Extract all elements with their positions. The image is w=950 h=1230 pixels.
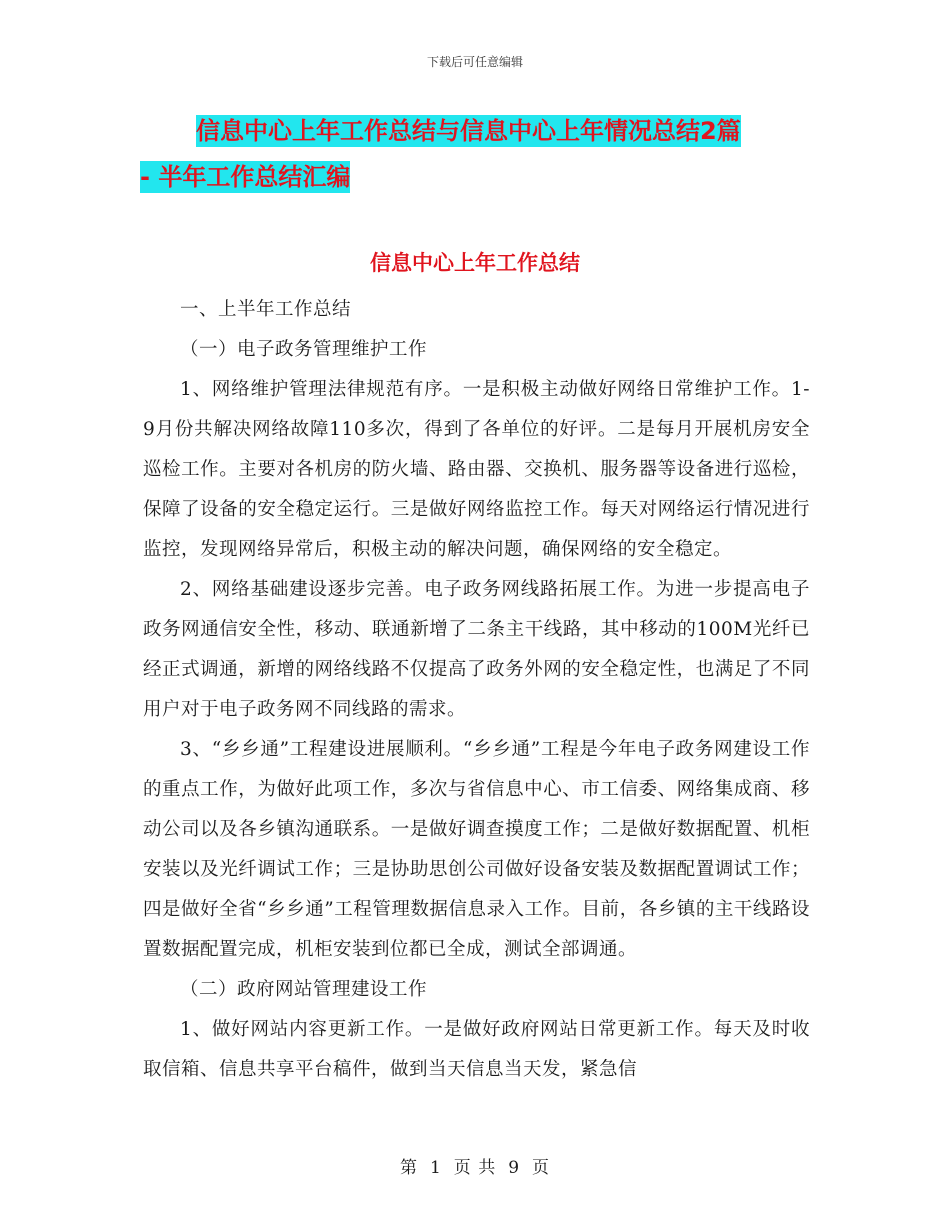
page-footer [0, 1153, 950, 1178]
paragraph-website-updates: 1、做好网站内容更新工作。一是做好政府网站日常更新工作。每天及时收取信箱、信息共享平台稿件，做到当天信息当天发，紧急信 [143, 1019, 810, 1080]
heading-first-half-summary: 一、上半年工作总结 [180, 299, 352, 320]
subheading-e-government: （一）电子政务管理维护工作 [180, 339, 428, 360]
page-mid: 页 共 [453, 1158, 497, 1178]
paragraph-township-project: 3、“乡乡通”工程建设进展顺利。“乡乡通”工程是今年电子政务网建设工作的重点工作，为做好此项工作，多次与省信息中心、市工信委、网络集成商、移动公司以及各乡镇沟通联系。一是做好调查摸度工作；二是做好数据配置、机柜安装以及光纤调试工作；三是协助思创公司做好设备安装及数据配置调试工作；四是做好全省“乡乡通”工程管理数据信息录入工作。目前，各乡镇的主干线路设置数据配置完成，机柜安装到位都已全成，测试全部调通。 [143, 739, 810, 960]
page-total: 9 [508, 1158, 521, 1178]
section-title: 信息中心上年工作总结 [370, 251, 580, 275]
page-current: 1 [429, 1158, 442, 1178]
header-note: 下载后可任意编辑 [426, 55, 523, 69]
title-line-2: - 半年工作总结汇编 [140, 163, 351, 191]
page-prefix: 第 [399, 1158, 418, 1178]
document-title [140, 108, 820, 200]
subheading-government-website: （二）政府网站管理建设工作 [180, 979, 428, 1000]
paragraph-network-infrastructure: 2、网络基础建设逐步完善。电子政务网线路拓展工作。为进一步提高电子政务网通信安全性，移动、联通新增了二条主干线路，其中移动的100M光纤已经正式调通，新增的网络线路不仅提高了政务外网的安全稳定性，也满足了不同用户对于电子政务网不同线路的需求。 [143, 579, 810, 720]
title-line-1: 信息中心上年工作总结与信息中心上年情况总结2篇 [196, 117, 741, 145]
document-body [143, 290, 810, 1090]
paragraph-network-maintenance: 1、网络维护管理法律规范有序。一是积极主动做好网络日常维护工作。1-9月份共解决网络故障110多次，得到了各单位的好评。二是每月开展机房安全巡检工作。主要对各机房的防火墙、路由器、交换机、服务器等设备进行巡检，保障了设备的安全稳定运行。三是做好网络监控工作。每天对网络运行情况进行监控，发现网络异常后，积极主动的解决问题，确保网络的安全稳定。 [143, 379, 810, 560]
page-suffix: 页 [532, 1158, 551, 1178]
